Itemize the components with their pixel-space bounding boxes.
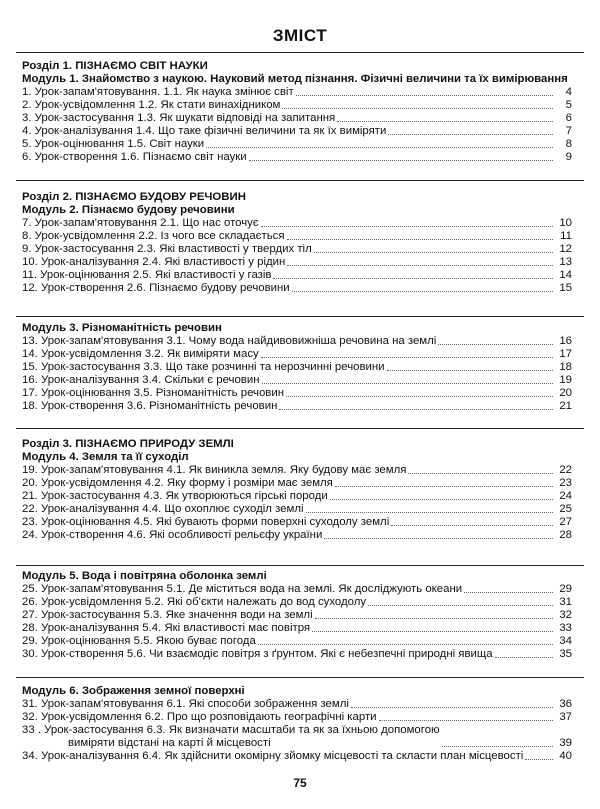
toc-entry-title: 28. Урок-аналізування 5.4. Які властивості має повітря	[22, 622, 311, 634]
toc-entry-title: 12. Урок-створення 2.6. Пізнаємо будову речовини	[22, 282, 290, 294]
toc-entry-title-continued: виміряти відстані на карті й місцевості	[68, 737, 271, 749]
dot-leader	[282, 108, 553, 109]
toc-entry-page: 20	[559, 387, 572, 399]
toc-entry[interactable]	[22, 256, 572, 269]
toc-section-2	[22, 191, 572, 295]
toc-entry-title: 32. Урок-усвідомлення 6.2. Про що розповідають географічні карти	[22, 711, 377, 723]
dot-leader	[438, 344, 553, 345]
toc-entry[interactable]	[22, 711, 572, 724]
toc-entry-title: 23. Урок-оцінювання 4.5. Які бувають форми поверхні суходолу землі	[22, 516, 390, 528]
toc-entry[interactable]	[22, 724, 572, 750]
dot-leader	[314, 252, 553, 253]
toc-entry-page: 14	[559, 269, 572, 281]
toc-entry-page: 13	[559, 256, 572, 268]
toc-entry-title: 18. Урок-створення 3.6. Різноманітність речовин	[22, 400, 278, 412]
toc-entry-title: 3. Урок-застосування 1.3. Як шукати відповіді на запитання	[22, 112, 336, 124]
dot-leader	[330, 499, 553, 500]
dot-leader	[387, 370, 553, 371]
toc-entry-page: 4	[565, 86, 572, 98]
section-heading: Модуль 4. Земля та її суходіл	[22, 451, 189, 463]
dot-leader	[287, 239, 554, 240]
section-heading: Розділ 3. ПІЗНАЄМО ПРИРОДУ ЗЕМЛІ	[22, 438, 234, 450]
dot-leader	[292, 291, 553, 292]
toc-entry[interactable]	[22, 348, 572, 361]
toc-entry-page: 32	[559, 609, 572, 621]
toc-entry-page: 28	[559, 529, 572, 541]
toc-entry[interactable]	[22, 112, 572, 125]
toc-entry-page: 37	[559, 711, 572, 723]
section-heading: Модуль 2. Пізнаємо будову речовини	[22, 204, 235, 216]
toc-entry-title: 8. Урок-усвідомлення 2.2. Із чого все складається	[22, 230, 285, 242]
toc-entry-title: 6. Урок-створення 1.6. Пізнаємо світ науки	[22, 151, 247, 163]
dot-leader	[391, 525, 553, 526]
toc-entry-page: 39	[559, 737, 572, 749]
dot-leader	[206, 147, 553, 148]
dot-leader	[296, 95, 553, 96]
section-heading: Модуль 6. Зображення земної поверхні	[22, 685, 245, 697]
dot-leader	[464, 592, 553, 593]
toc-entry-title: 9. Урок-застосування 2.3. Які властивості у твердих тіл	[22, 243, 312, 255]
toc-entry-title: 14. Урок-усвідомлення 3.2. Як виміряти масу	[22, 348, 259, 360]
dot-leader	[258, 644, 553, 645]
toc-entry-title: 27. Урок-застосування 5.3. Яке значення води на землі	[22, 609, 313, 621]
toc-entry-title: 17. Урок-оцінювання 3.5. Різноманітність речовин	[22, 387, 285, 399]
toc-entry-title: 31. Урок-запам'ятовування 6.1. Які способи зображення землі	[22, 698, 349, 710]
toc-entry[interactable]	[22, 583, 572, 596]
dot-leader	[388, 134, 553, 135]
dot-leader	[261, 226, 553, 227]
toc-entry-title: 19. Урок-запам'ятовування 4.1. Як виникла земля. Яку будову має земля	[22, 464, 407, 476]
toc-entry-page: 22	[559, 464, 572, 476]
toc-entry[interactable]	[22, 750, 572, 763]
page-number: 75	[293, 776, 307, 790]
toc-entry-page: 27	[559, 516, 572, 528]
dot-leader	[262, 383, 553, 384]
toc-entry[interactable]	[22, 387, 572, 400]
toc-entry-title: 4. Урок-аналізування 1.4. Що таке фізичні величини та як їх виміряти	[22, 125, 387, 137]
toc-entry-page: 16	[559, 335, 572, 347]
toc-entry-page: 17	[559, 348, 572, 360]
section-heading: Модуль 1. Знайомство з наукою. Науковий метод пізнання. Фізичні величини та їх вимірювання	[22, 73, 568, 85]
toc-entry[interactable]	[22, 490, 572, 503]
dot-leader	[495, 657, 553, 658]
toc-entry[interactable]	[22, 477, 572, 490]
dot-leader	[324, 538, 553, 539]
section-heading: Модуль 3. Різноманітність речовин	[22, 322, 222, 334]
toc-entry-title: 15. Урок-застосування 3.3. Що таке розчинні та нерозчинні речовини	[22, 361, 385, 373]
toc-entry-page: 11	[560, 230, 572, 242]
dot-leader	[368, 605, 553, 606]
section-heading: Модуль 5. Вода і повітряна оболонка землі	[22, 570, 267, 582]
toc-entry[interactable]	[22, 698, 572, 711]
toc-entry-title: 24. Урок-створення 4.6. Які особливості рельєфу україни	[22, 529, 323, 541]
toc-entry-title: 33 . Урок-застосування 6.3. Як визначати масштаби та як за їхньою допомогою	[22, 724, 440, 736]
toc-entry-title: 20. Урок-усвідомлення 4.2. Яку форму і розміри має земля	[22, 477, 333, 489]
toc-entry-title: 21. Урок-застосування 4.3. Як утворюються гірські породи	[22, 490, 328, 502]
toc-entry-title: 13. Урок-запам'ятовування 3.1. Чому вода найдивовижніша речовина на землі	[22, 335, 437, 347]
divider	[16, 180, 584, 181]
divider	[16, 428, 584, 429]
toc-entry[interactable]	[22, 609, 572, 622]
toc-entry-title: 26. Урок-усвідомлення 5.2. Які об'єкти належать до вод суходолу	[22, 596, 367, 608]
dot-leader	[261, 357, 553, 358]
toc-entry[interactable]	[22, 622, 572, 635]
toc-entry-title: 1. Урок-запам'ятовування. 1.1. Як наука змінює світ	[22, 86, 294, 98]
toc-entry-title: 11. Урок-оцінювання 2.5. Які властивості у газів	[22, 269, 272, 281]
toc-entry[interactable]	[22, 125, 572, 138]
toc-entry[interactable]	[22, 596, 572, 609]
dot-leader	[312, 631, 553, 632]
toc-entry[interactable]	[22, 138, 572, 151]
toc-entry[interactable]	[22, 635, 572, 648]
toc-entry[interactable]	[22, 374, 572, 387]
toc-entry-page: 12	[559, 243, 572, 255]
dot-leader	[273, 278, 553, 279]
toc-entry-title: 5. Урок-оцінювання 1.5. Світ науки	[22, 138, 205, 150]
toc-entry-page: 33	[559, 622, 572, 634]
dot-leader	[287, 265, 553, 266]
divider	[16, 316, 584, 317]
toc-entry-page: 29	[559, 583, 572, 595]
section-heading: Розділ 2. ПІЗНАЄМО БУДОВУ РЕЧОВИН	[22, 191, 246, 203]
toc-section-6	[22, 685, 572, 763]
toc-entry-title: 7. Урок-запам'ятовування 2.1. Що нас оточує	[22, 217, 259, 229]
dot-leader	[306, 512, 553, 513]
toc-entry[interactable]	[22, 464, 572, 477]
toc-entry-page: 36	[559, 698, 572, 710]
toc-entry-page: 7	[565, 125, 572, 137]
toc-entry-title: 16. Урок-аналізування 3.4. Скільки є речовин	[22, 374, 260, 386]
toc-entry-page: 31	[559, 596, 572, 608]
dot-leader	[525, 759, 553, 760]
toc-section-5	[22, 570, 572, 661]
toc-entry-page: 15	[559, 282, 572, 294]
toc-entry[interactable]	[22, 335, 572, 348]
toc-section-3	[22, 322, 572, 413]
toc-entry-page: 35	[559, 648, 572, 660]
dot-leader	[249, 160, 553, 161]
toc-entry-page: 34	[559, 635, 572, 647]
toc-entry[interactable]	[22, 269, 572, 282]
toc-entry[interactable]	[22, 243, 572, 256]
toc-entry[interactable]	[22, 529, 572, 542]
toc-entry[interactable]	[22, 361, 572, 374]
toc-entry[interactable]	[22, 516, 572, 529]
dot-leader	[408, 473, 553, 474]
toc-entry-page: 6	[565, 112, 572, 124]
toc-entry-page: 18	[559, 361, 572, 373]
toc-section-4	[22, 438, 572, 542]
toc-entry-page: 8	[565, 138, 572, 150]
divider	[16, 677, 584, 678]
toc-entry-title: 25. Урок-запам'ятовування 5.1. Де міститься вода на землі. Як досліджують океани	[22, 583, 463, 595]
section-heading: Розділ 1. ПІЗНАЄМО СВІТ НАУКИ	[22, 60, 208, 72]
dot-leader	[351, 707, 553, 708]
toc-entry-page: 10	[559, 217, 572, 229]
toc-entry[interactable]	[22, 230, 572, 243]
toc-entry-title: 34. Урок-аналізування 6.4. Як здійснити окомірну зйомку місцевості та скласти план місцевості	[22, 750, 524, 762]
dot-leader	[337, 121, 553, 122]
toc-entry-page: 19	[559, 374, 572, 386]
toc-entry-title: 30. Урок-створення 5.6. Чи взаємодіє повітря з ґрунтом. Які є небезпечні природні явища	[22, 648, 493, 660]
toc-entry-title: 22. Урок-аналізування 4.4. Що охоплює суходіл землі	[22, 503, 304, 515]
dot-leader	[379, 720, 553, 721]
dot-leader	[286, 396, 553, 397]
toc-entry-page: 21	[559, 400, 572, 412]
toc-entry-page: 5	[565, 99, 572, 111]
toc-entry-title: 29. Урок-оцінювання 5.5. Якою буває погода	[22, 635, 256, 647]
toc-entry-page: 25	[559, 503, 572, 515]
dot-leader	[315, 618, 553, 619]
toc-entry[interactable]	[22, 282, 572, 295]
toc-entry[interactable]	[22, 99, 572, 112]
toc-entry-title: 2. Урок-усвідомлення 1.2. Як стати винахідником	[22, 99, 281, 111]
page-title: ЗМІСТ	[272, 26, 328, 45]
toc-entry[interactable]	[22, 217, 572, 230]
dot-leader	[442, 746, 553, 747]
toc-entry-page: 40	[559, 750, 572, 762]
toc-entry[interactable]	[22, 648, 572, 661]
divider	[16, 52, 584, 53]
divider	[16, 565, 584, 566]
toc-entry-page: 23	[559, 477, 572, 489]
toc-entry[interactable]	[22, 151, 572, 164]
toc-entry[interactable]	[22, 503, 572, 516]
dot-leader	[335, 486, 553, 487]
toc-entry[interactable]	[22, 400, 572, 413]
toc-entry[interactable]	[22, 86, 572, 99]
toc-section-1	[22, 60, 572, 164]
dot-leader	[279, 409, 553, 410]
toc-entry-page: 9	[565, 151, 572, 163]
toc-entry-page: 24	[559, 490, 572, 502]
toc-entry-title: 10. Урок-аналізування 2.4. Які властивості у рідин	[22, 256, 286, 268]
